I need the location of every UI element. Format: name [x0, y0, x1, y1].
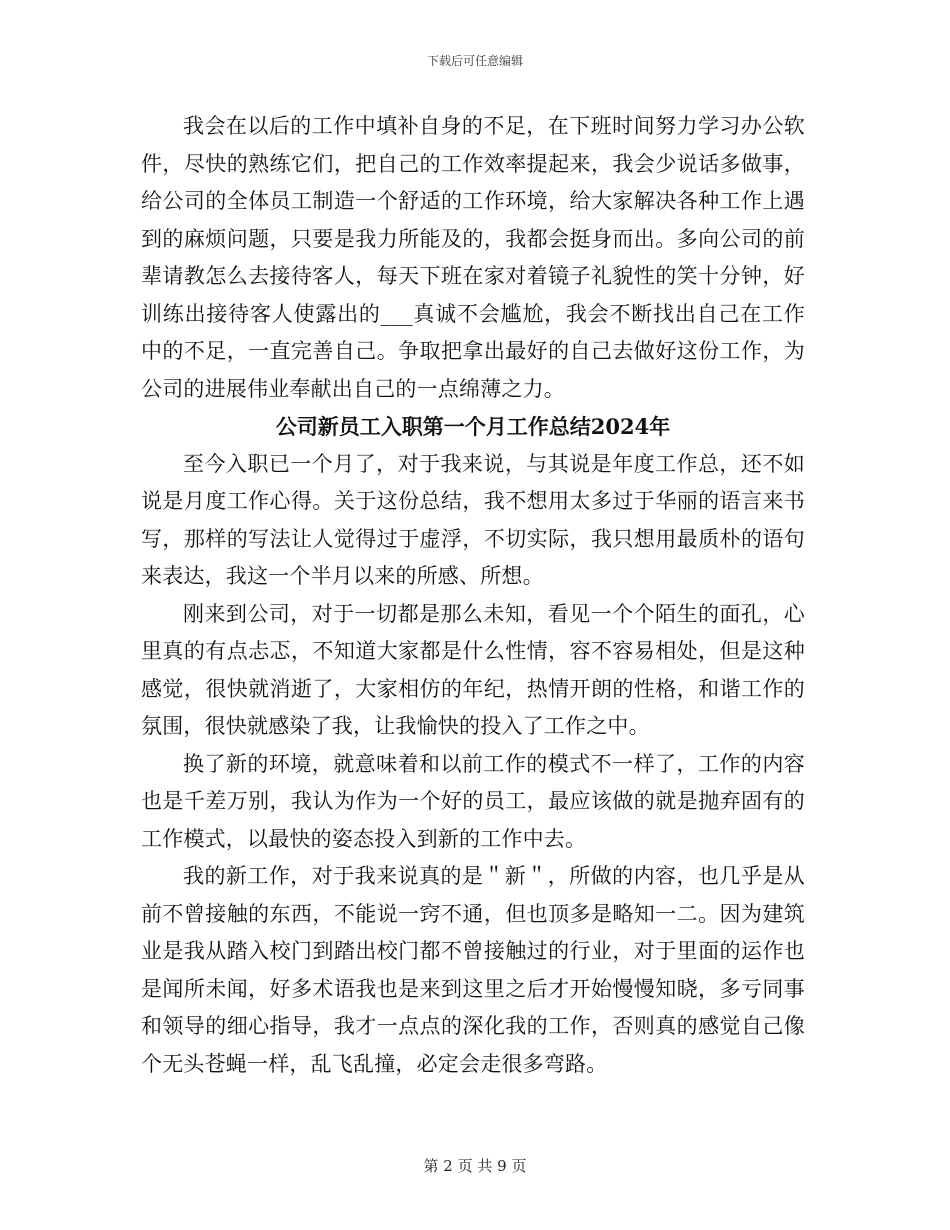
document-body: [141, 108, 805, 1083]
page-header-note: 下载后可任意编辑: [426, 54, 523, 68]
body-paragraph: 换了新的环境，就意味着和以前工作的模式不一样了，工作的内容也是千差万别，我认为作为一个好的员工，最应该做的就是抛弃固有的工作模式，以最快的姿态投入到新的工作中去。: [141, 751, 805, 851]
body-paragraph: 至今入职已一个月了，对于我来说，与其说是年度工作总，还不如说是月度工作心得。关于这份总结，我不想用太多过于华丽的语言来书写，那样的写法让人觉得过于虚浮，不切实际，我只想用最质朴的语句来表达，我这一个半月以来的所感、所想。: [141, 451, 805, 588]
page-number-footer: 第 2 页 共 9 页: [423, 1157, 527, 1175]
section-title: 公司新员工入职第一个月工作总结2024年: [275, 414, 671, 439]
body-paragraph: 我会在以后的工作中填补自身的不足，在下班时间努力学习办公软件，尽快的熟练它们，把自己的工作效率提起来，我会少说话多做事，给公司的全体员工制造一个舒适的工作环境，给大家解决各种工作上遇到的麻烦问题，只要是我力所能及的，我都会挺身而出。多向公司的前辈请教怎么去接待客人，每天下班在家对着镜子礼貌性的笑十分钟，好训练出接待客人使露出的___真诚不会尴尬，我会不断找出自己在工作中的不足，一直完善自己。争取把拿出最好的自己去做好这份工作，为公司的进展伟业奉献出自己的一点绵薄之力。: [141, 114, 805, 401]
body-paragraph: 我的新工作，对于我来说真的是＂新＂，所做的内容，也几乎是从前不曾接触的东西，不能说一窍不通，但也顶多是略知一二。因为建筑业是我从踏入校门到踏出校门都不曾接触过的行业，对于里面的运作也是闻所未闻，好多术语我也是来到这里之后才开始慢慢知晓，多亏同事和领导的细心指导，我才一点点的深化我的工作，否则真的感觉自己像个无头苍蝇一样，乱飞乱撞，必定会走很多弯路。: [141, 864, 805, 1076]
body-paragraph: 刚来到公司，对于一切都是那么未知，看见一个个陌生的面孔，心里真的有点忐忑，不知道大家都是什么性情，容不容易相处，但是这种感觉，很快就消逝了，大家相仿的年纪，热情开朗的性格，和谐工作的氛围，很快就感染了我，让我愉快的投入了工作之中。: [141, 601, 805, 738]
